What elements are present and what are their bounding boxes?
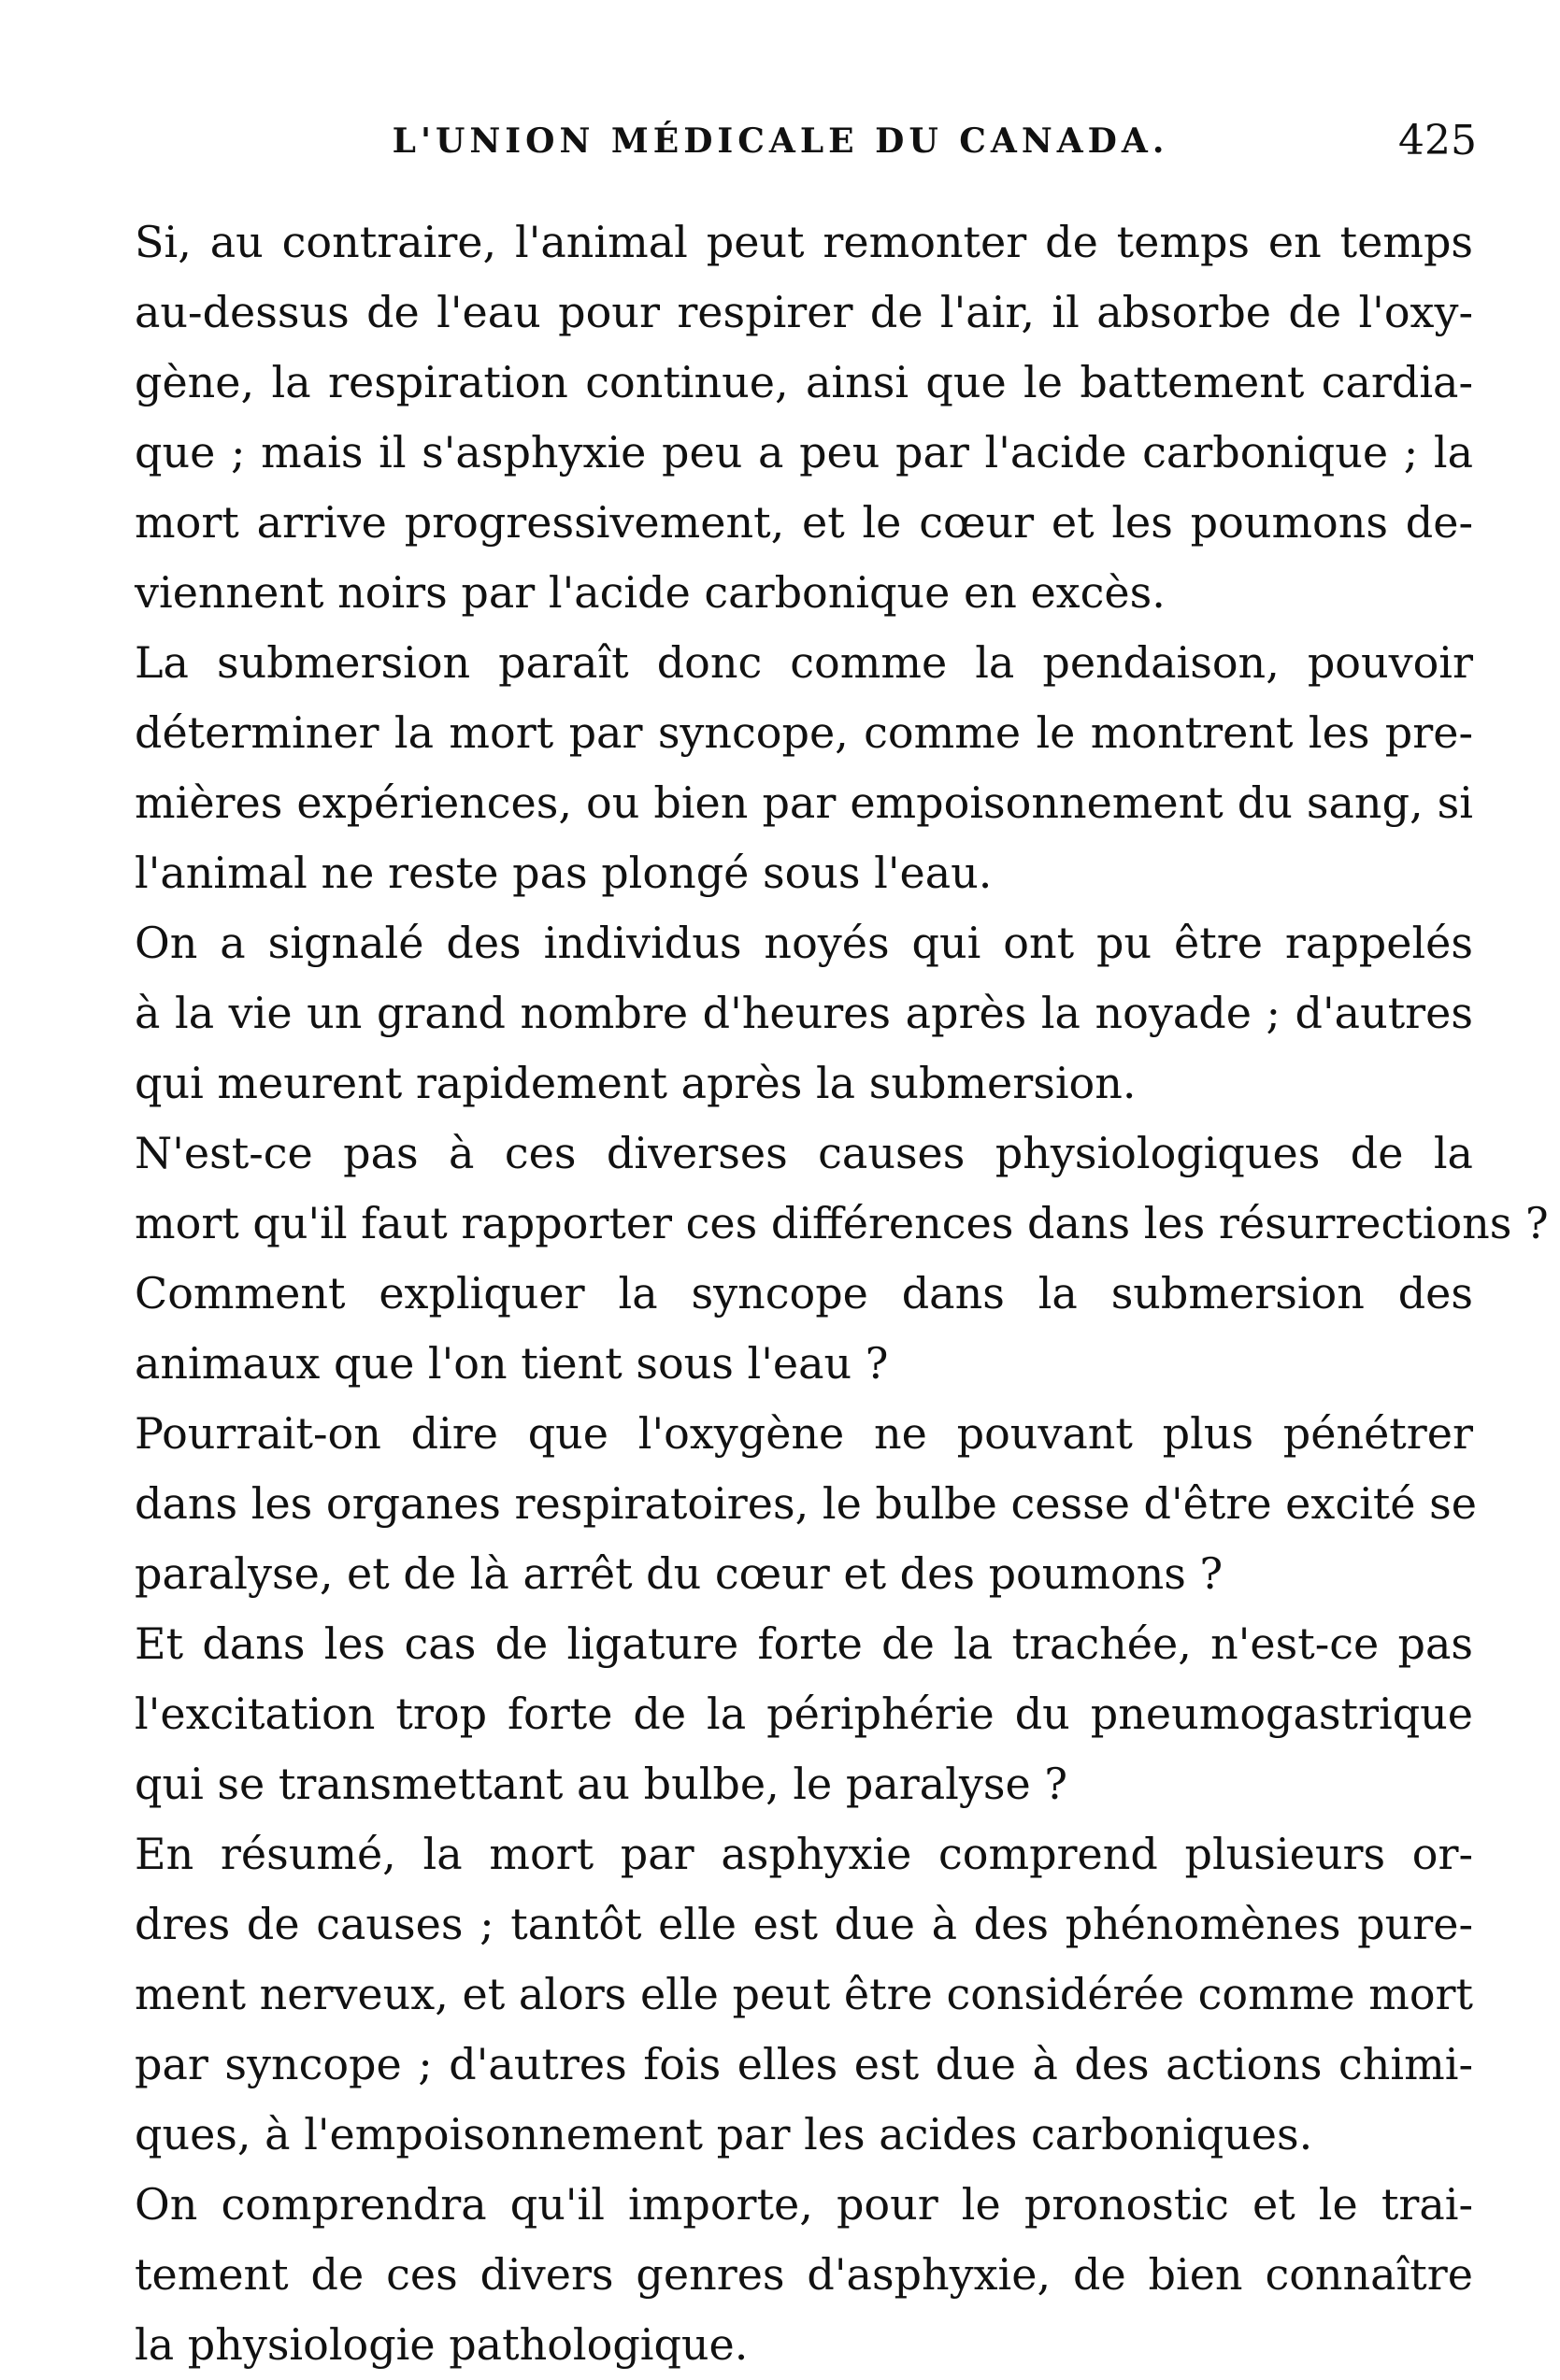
paragraph-3 xyxy=(86,908,1473,1119)
text-line: à la vie un grand nombre d'heures après la noyade ; d'autres xyxy=(135,988,1473,1038)
text-line: viennent noirs par l'acide carbonique en excès. xyxy=(135,567,1166,618)
text-line: En résumé, la mort par asphyxie comprend plusieurs or- xyxy=(135,1829,1473,1879)
page-number: 425 xyxy=(1398,117,1477,164)
paragraph-8 xyxy=(86,1819,1473,2170)
text-line: On comprendra qu'il importe, pour le pronostic et le trai- xyxy=(135,2179,1473,2230)
text-line: que ; mais il s'asphyxie peu a peu par l'acide carbonique ; la xyxy=(135,427,1473,477)
text-line: ques, à l'empoisonnement par les acides carboniques. xyxy=(135,2109,1313,2159)
running-title: L'UNION MÉDICALE DU CANADA. xyxy=(392,121,1169,161)
paragraph-9 xyxy=(86,2170,1473,2380)
paragraph-7 xyxy=(86,1609,1473,1819)
paragraph-4 xyxy=(86,1119,1549,1259)
text-line: gène, la respiration continue, ainsi que le battement cardia- xyxy=(135,357,1473,407)
paragraph-2 xyxy=(86,628,1473,908)
text-line: par syncope ; d'autres fois elles est due à des actions chimi- xyxy=(135,2039,1473,2089)
body-text xyxy=(86,207,1549,2380)
paragraph-6 xyxy=(86,1399,1477,1609)
running-head xyxy=(84,108,1477,174)
text-line: Pourrait-on dire que l'oxygène ne pouvant plus pénétrer xyxy=(135,1408,1473,1459)
text-line: déterminer la mort par syncope, comme le montrent les pre- xyxy=(135,707,1473,758)
paragraph-5 xyxy=(86,1259,1473,1399)
text-line: La submersion paraît donc comme la pendaison, pouvoir xyxy=(135,637,1473,688)
text-line: qui meurent rapidement après la submersion. xyxy=(135,1058,1137,1108)
text-line: au-dessus de l'eau pour respirer de l'air, il absorbe de l'oxy- xyxy=(135,287,1473,337)
text-line: mort qu'il faut rapporter ces différences dans les résurrections ? xyxy=(135,1198,1549,1248)
text-line: l'excitation trop forte de la périphérie du pneumogastrique xyxy=(135,1689,1473,1739)
text-line: ment nerveux, et alors elle peut être considérée comme mort xyxy=(135,1969,1473,2019)
text-line: dans les organes respiratoires, le bulbe cesse d'être excité se xyxy=(135,1478,1477,1529)
text-line: mort arrive progressivement, et le cœur et les poumons de- xyxy=(135,497,1473,548)
text-line: qui se transmettant au bulbe, le paralyse ? xyxy=(135,1759,1067,1809)
text-line: l'animal ne reste pas plongé sous l'eau. xyxy=(135,848,993,898)
text-line: paralyse, et de là arrêt du cœur et des poumons ? xyxy=(135,1548,1224,1599)
text-line: Comment expliquer la syncope dans la submersion des xyxy=(135,1268,1473,1318)
text-line: animaux que l'on tient sous l'eau ? xyxy=(135,1338,889,1389)
paragraph-1 xyxy=(86,207,1473,628)
text-line: dres de causes ; tantôt elle est due à des phénomènes pure- xyxy=(135,1899,1473,1949)
text-line: N'est-ce pas à ces diverses causes physiologiques de la xyxy=(135,1128,1473,1178)
text-line: On a signalé des individus noyés qui ont pu être rappelés xyxy=(135,918,1473,968)
text-line: Si, au contraire, l'animal peut remonter de temps en temps xyxy=(135,217,1473,267)
text-line: mières expériences, ou bien par empoisonnement du sang, si xyxy=(135,777,1473,828)
text-line: Et dans les cas de ligature forte de la trachée, n'est-ce pas xyxy=(135,1618,1473,1669)
text-line: tement de ces divers genres d'asphyxie, de bien connaître xyxy=(135,2249,1473,2300)
text-line: la physiologie pathologique. xyxy=(135,2319,749,2370)
